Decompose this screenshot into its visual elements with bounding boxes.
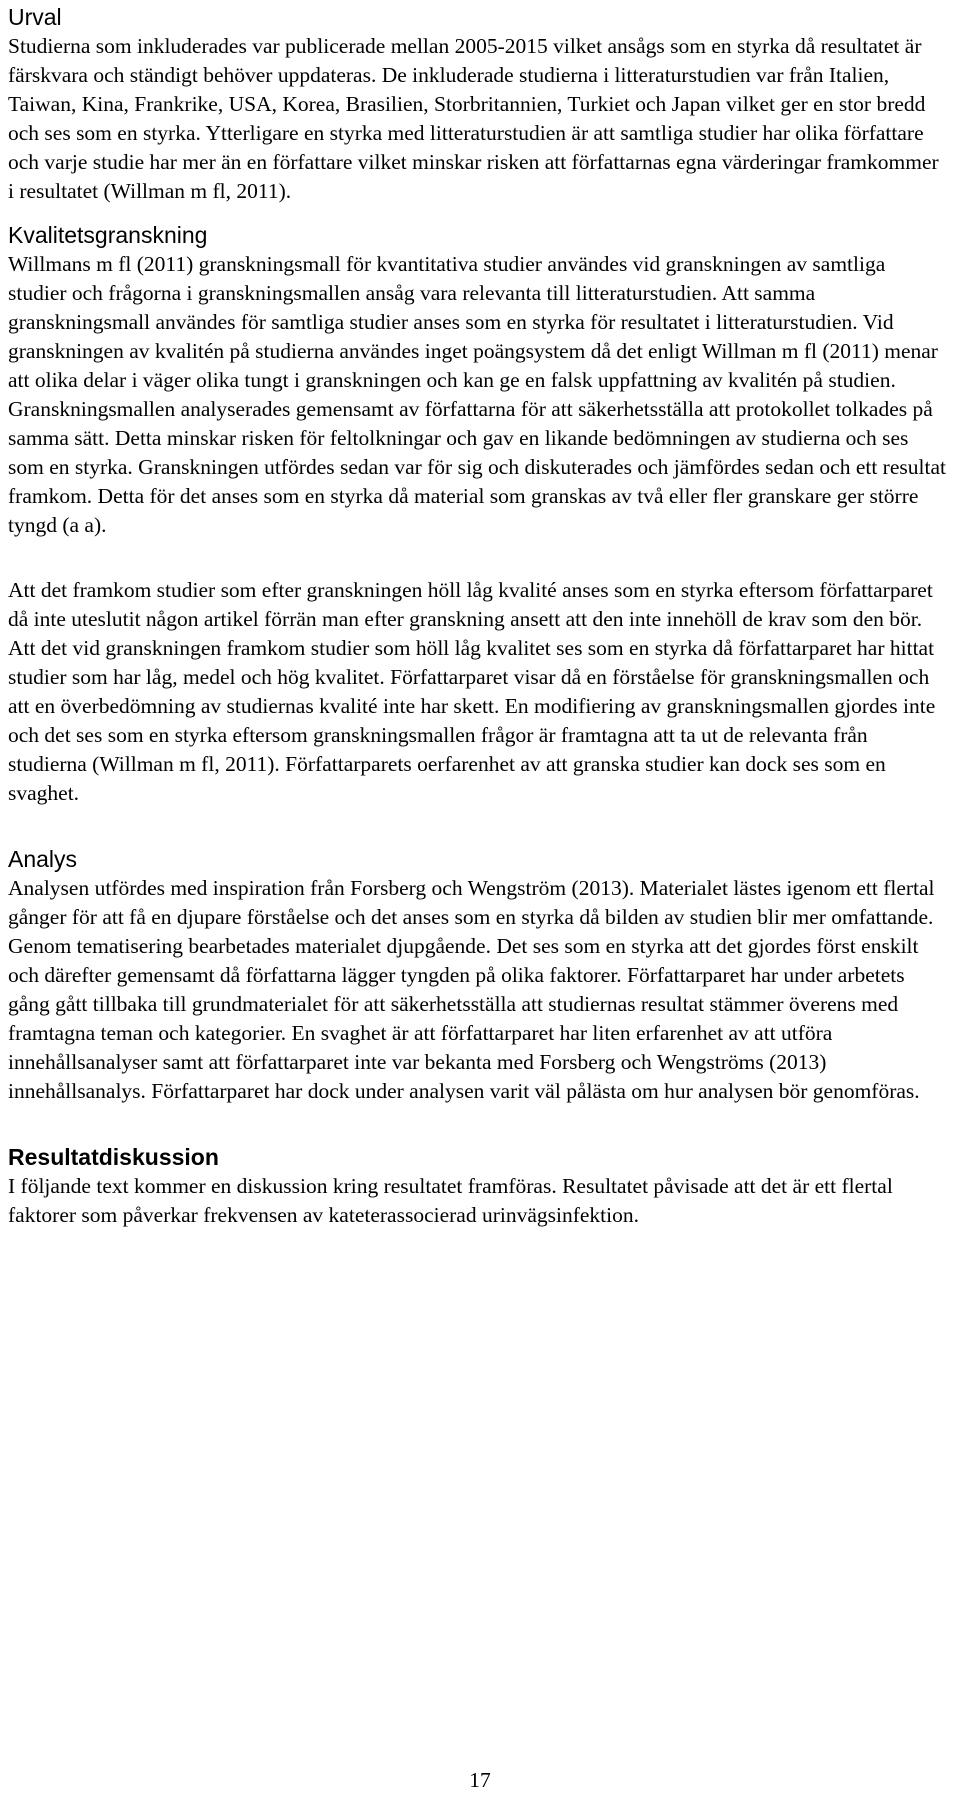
section-heading-urval: Urval	[8, 4, 62, 30]
section-heading-analys: Analys	[8, 846, 78, 872]
section-heading-kvalitetsgranskning: Kvalitetsgranskning	[8, 222, 208, 248]
paragraph-analys: Analysen utfördes med inspiration från Forsberg och Wengström (2013). Materialet lästes igenom ett flertal gånger för att få en djupare förståelse och det anses som en styrka då bilden av studien blir mer omfattande. Genom tematisering bearbetades materialet djupgående. Det ses som en styrka att det gjordes först enskilt och därefter gemensamt då författarna lägger tyngden på olika faktorer. Författarparet har under arbetets gång gått tillbaka till grundmaterialet för att säkerhetsställa att studiernas resultat stämmer överens med framtagna teman och kategorier. En svaghet är att författarparet har liten erfarenhet av att utföra innehållsanalyser samt att författarparet inte var bekanta med Forsberg och Wengströms (2013) innehållsanalys. Författarparet har dock under analysen varit väl pålästa om hur analysen bör genomföras.	[8, 876, 935, 1103]
paragraph-kvalitetsgranskning-2: Att det framkom studier som efter granskningen höll låg kvalité anses som en styrka eftersom författarparet då inte uteslutit någon artikel förrän man efter granskning ansett att den inte innehöll de krav som den bör. Att det vid granskningen framkom studier som höll låg kvalitet ses som en styrka då författarparet har hittat studier som har låg, medel och hög kvalitet. Författarparet visar då en förståelse för granskningsmallen och att en överbedömning av studiernas kvalité inte har skett. En modifiering av granskningsmallen gjordes inte och det ses som en styrka eftersom granskningsmallen frågor är framtagna att ta ut de relevanta från studierna (Willman m fl, 2011). Författarparets oerfarenhet av att granska studier kan dock ses som en svaghet.	[8, 578, 936, 805]
paragraph-urval: Studierna som inkluderades var publicerade mellan 2005-2015 vilket ansågs som en styrka då resultatet är färskvara och ständigt behöver uppdateras. De inkluderade studierna i litteraturstudien var från Italien, Taiwan, Kina, Frankrike, USA, Korea, Brasilien, Storbritannien, Turkiet och Japan vilket ger en stor bredd och ses som en styrka. Ytterligare en styrka med litteraturstudien är att samtliga studier har olika författare och varje studie har mer än en författare vilket minskar risken att författarnas egna värderingar framkommer i resultatet (Willman m fl, 2011).	[8, 34, 939, 203]
section-heading-resultatdiskussion: Resultatdiskussion	[8, 1144, 219, 1170]
paragraph-kvalitetsgranskning-1: Willmans m fl (2011) granskningsmall för kvantitativa studier användes vid granskningen av samtliga studier och frågorna i granskningsmallen ansåg vara relevanta till litteraturstudien. Att samma granskningsmall användes för samtliga studier anses som en styrka för resultatet i litteraturstudien. Vid granskningen av kvalitén på studierna användes inget poängsystem då det enligt Willman m fl (2011) menar att olika delar i väger olika tungt i granskningen och kan ge en falsk uppfattning av kvalitén på studien. Granskningsmallen analyserades gemensamt av författarna för att säkerhetsställa att protokollet tolkades på samma sätt. Detta minskar risken för feltolkningar och gav en likande bedömningen av studierna och ses som en styrka. Granskningen utfördes sedan var för sig och diskuterades och jämfördes sedan och ett resultat framkom. Detta för det anses som en styrka då material som granskas av två eller fler granskare ger större tyngd (a a).	[8, 252, 946, 537]
document-body	[8, 0, 948, 1230]
page-number: 17	[469, 1768, 491, 1792]
paragraph-resultatdiskussion: I följande text kommer en diskussion kring resultatet framföras. Resultatet påvisade att det är ett flertal faktorer som påverkar frekvensen av kateterassocierad urinvägsinfektion.	[8, 1174, 893, 1227]
